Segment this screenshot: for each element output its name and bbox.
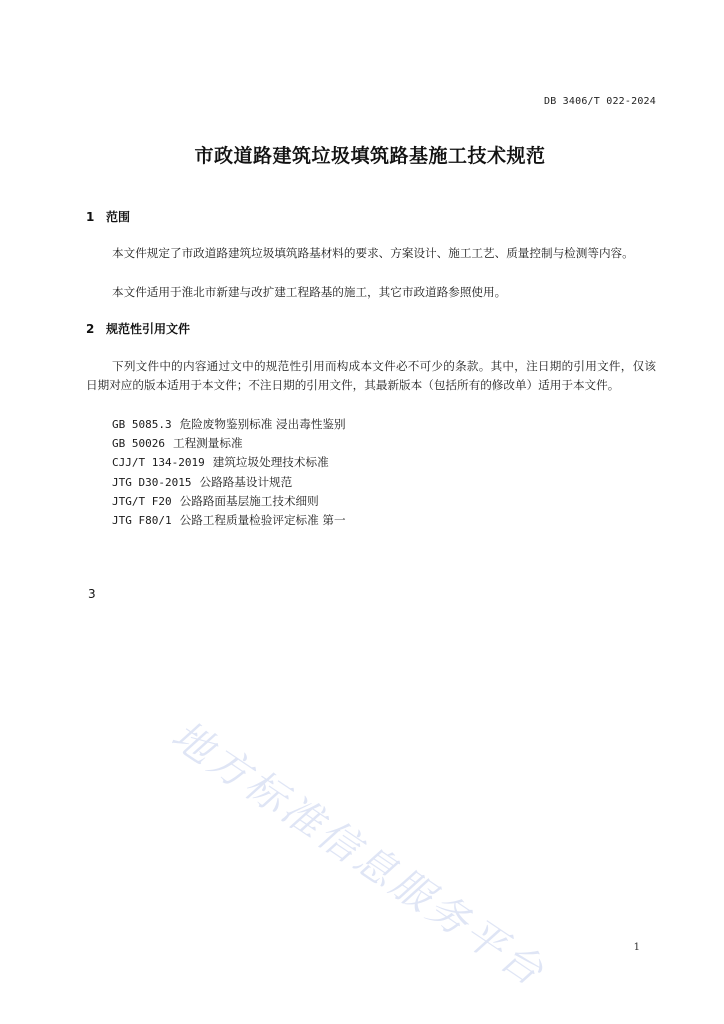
reference-code: JTG F80/1 — [112, 513, 172, 527]
section-2-intro: 下列文件中的内容通过文中的规范性引用而构成本文件必不可少的条款。其中，注日期的引用文件，仅该日期对应的版本适用于本文件；不注日期的引用文件，其最新版本（包括所有的修改单）适用于本文件。 — [86, 359, 656, 392]
section-2-heading — [86, 320, 190, 337]
reference-item — [112, 453, 346, 472]
reference-item — [112, 434, 346, 453]
watermark: 地方标准信息服务平台 — [163, 712, 554, 997]
reference-name: 公路路面基层施工技术细则 — [179, 493, 319, 508]
reference-code: JTG/T F20 — [112, 494, 172, 508]
reference-item — [112, 511, 346, 530]
section-1-number: 1 — [86, 210, 95, 224]
section-1-title: 范围 — [106, 210, 131, 224]
reference-list — [112, 415, 346, 530]
document-title: 市政道路建筑垃圾填筑路基施工技术规范 — [194, 145, 546, 167]
reference-name: 工程测量标准 — [172, 436, 243, 451]
section-1-heading — [86, 208, 130, 225]
section-1-paragraph-2: 本文件适用于淮北市新建与改扩建工程路基的施工，其它市政道路参照使用。 — [112, 285, 507, 299]
reference-code: CJJ/T 134-2019 — [112, 456, 205, 470]
page-number: 1 — [633, 942, 640, 953]
reference-item — [112, 492, 346, 511]
document-code: DB 3406/T 022-2024 — [544, 96, 656, 107]
reference-item — [112, 415, 346, 434]
section-2-title: 规范性引用文件 — [106, 322, 191, 336]
reference-code: JTG D30-2015 — [112, 475, 192, 489]
reference-name: 公路工程质量检验评定标准 第一 — [179, 512, 346, 527]
reference-name: 建筑垃圾处理技术标准 — [212, 455, 329, 470]
reference-name: 公路路基设计规范 — [199, 474, 293, 489]
reference-item — [112, 473, 346, 492]
section-3-number: 3 — [88, 587, 96, 601]
reference-code: GB 50026 — [112, 437, 165, 451]
reference-name: 危险废物鉴别标准 浸出毒性鉴别 — [179, 417, 346, 431]
section-1-paragraph-1: 本文件规定了市政道路建筑垃圾填筑路基材料的要求、方案设计、施工工艺、质量控制与检测等内容。 — [112, 246, 634, 260]
section-2-number: 2 — [86, 322, 95, 336]
reference-code: GB 5085.3 — [112, 418, 172, 431]
